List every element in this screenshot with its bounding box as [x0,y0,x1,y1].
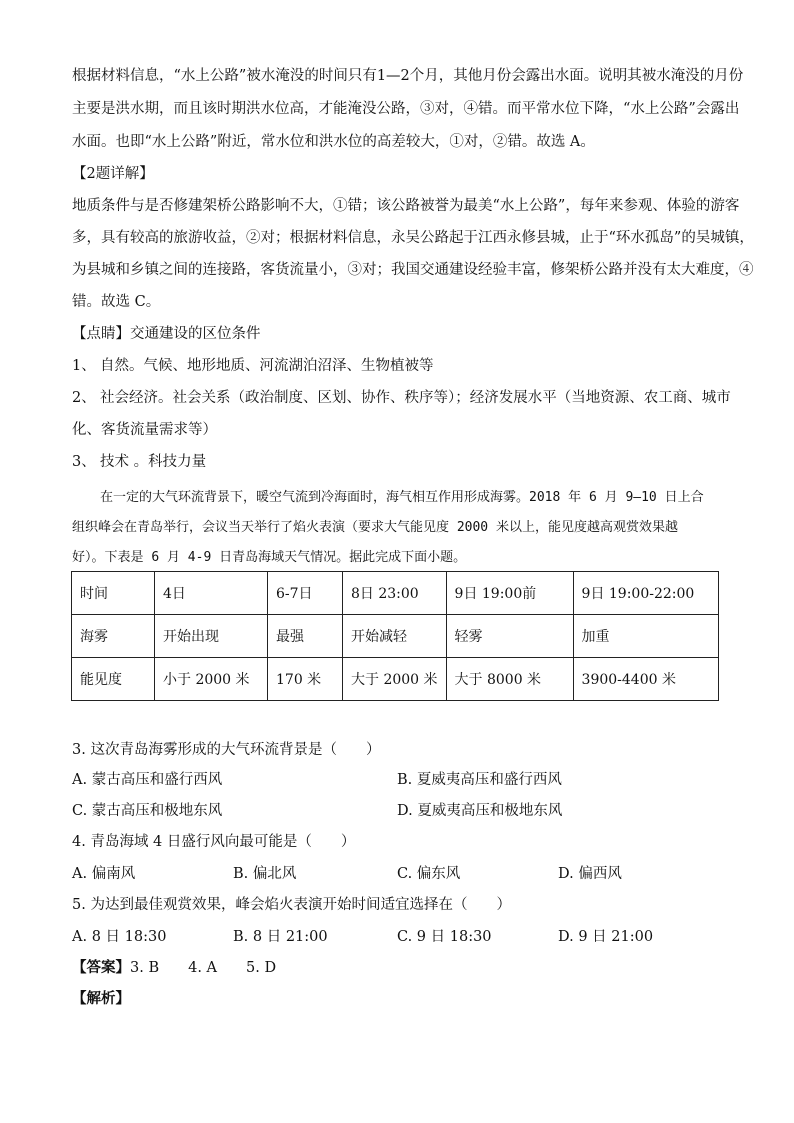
table-cell: 6-7日 [268,572,343,615]
question-3-option-c: C. 蒙古高压和极地东风 [72,803,223,819]
question-5-option-a: A. 8 日 18:30 [72,929,167,945]
answer-label: 【答案】 [72,959,130,976]
table-row [72,615,719,658]
table-cell: 4日 [155,572,268,615]
material-line-2: 组织峰会在青岛举行，会议当天举行了焰火表演（要求大气能见度 2000 米以上，能见度越高观赏效果越 [72,520,678,535]
table-row [72,658,719,701]
q2-detail-line-1: 地质条件与是否修建架桥公路影响不大，①错；该公路被誉为最美“水上公路”，每年来参观、体验的游客 [72,198,740,214]
table-cell: 最强 [268,615,343,658]
tips-item-number: 3、 [72,454,96,470]
analysis-heading: 【解析】 [72,990,130,1007]
q2-detail-line-2: 多，具有较高的旅游收益，②对；根据材料信息，永吴公路起于江西永修县城，止于“环水孤岛”的吴城镇， [72,230,754,246]
material-line-1: 在一定的大气环流背景下，暖空气流到冷海面时，海气相互作用形成海雾。2018 年 6 月 9—10 日上合 [100,490,704,505]
question-3-stem: 3. 这次青岛海雾形成的大气环流背景是（ ） [72,742,381,758]
q2-detail-heading: 【2题详解】 [72,166,154,182]
question-5-option-c: C. 9 日 18:30 [397,929,492,945]
answer-line [72,956,276,977]
question-4-option-d: D. 偏西风 [558,866,622,882]
tips-item-2 [72,386,731,407]
answer-values: 3. B 4. A 5. D [130,960,277,976]
question-4-stem: 4. 青岛海域 4 日盛行风向最可能是（ ） [72,834,356,850]
q2-detail-line-4: 错。故选 C。 [72,294,161,310]
question-3-option-d: D. 夏威夷高压和极地东风 [397,803,563,819]
prev-analysis-line-2: 主要是洪水期，而且该时期洪水位高，才能淹没公路，③对，④错。而平常水位下降，“水上公路”会露出 [72,101,740,117]
question-3-option-a: A. 蒙古高压和盛行西风 [72,772,223,788]
table-cell: 轻雾 [446,615,573,658]
table-cell: 时间 [72,572,155,615]
prev-analysis-line-1: 根据材料信息，“水上公路”被水淹没的时间只有1—2个月，其他月份会露出水面。说明其被水淹没的月份 [72,68,744,84]
tips-item-text: 技术 。科技力量 [100,454,207,470]
table-cell: 开始减轻 [343,615,447,658]
table-cell: 8日 23:00 [343,572,447,615]
table-cell: 能见度 [72,658,155,701]
tips-item-text: 化、客货流量需求等） [72,422,217,438]
question-4-option-a: A. 偏南风 [72,866,136,882]
table-row [72,572,719,615]
question-5-option-b: B. 8 日 21:00 [233,929,328,945]
tips-item-3 [72,450,206,471]
tips-item-number: 1、 [72,358,96,374]
q2-detail-line-3: 为县城和乡镇之间的连接路，客货流量小，③对；我国交通建设经验丰富，修架桥公路并没有太大难度，④ [72,262,754,278]
tips-item-2-continued [72,418,217,439]
question-4-option-b: B. 偏北风 [233,866,297,882]
tips-item-text: 自然。气候、地形地质、河流湖泊沼泽、生物植被等 [100,358,434,374]
table-cell: 加重 [573,615,718,658]
question-3-option-b: B. 夏威夷高压和盛行西风 [397,772,562,788]
table-cell: 3900-4400 米 [573,658,718,701]
question-5-stem: 5. 为达到最佳观赏效果，峰会焰火表演开始时间适宜选择在（ ） [72,897,511,913]
tips-item-1 [72,354,434,375]
weather-table [71,571,719,701]
table-cell: 9日 19:00前 [446,572,573,615]
table-cell: 海雾 [72,615,155,658]
tips-heading: 【点睛】交通建设的区位条件 [72,326,261,342]
material-line-3: 好）。下表是 6 月 4-9 日青岛海域天气情况。据此完成下面小题。 [72,550,467,565]
table-cell: 大于 2000 米 [343,658,447,701]
question-4-option-c: C. 偏东风 [397,866,461,882]
tips-item-text: 社会经济。社会关系（政治制度、区划、协作、秩序等）；经济发展水平（当地资源、农工商、城市 [100,390,731,406]
question-5-option-d: D. 9 日 21:00 [558,929,654,945]
table-cell: 开始出现 [155,615,268,658]
prev-analysis-line-3: 水面。也即“水上公路”附近，常水位和洪水位的高差较大，①对，②错。故选 A。 [72,134,595,150]
table-cell: 小于 2000 米 [155,658,268,701]
table-cell: 170 米 [268,658,343,701]
table-cell: 9日 19:00-22:00 [573,572,718,615]
tips-item-number: 2、 [72,390,96,406]
table-cell: 大于 8000 米 [446,658,573,701]
